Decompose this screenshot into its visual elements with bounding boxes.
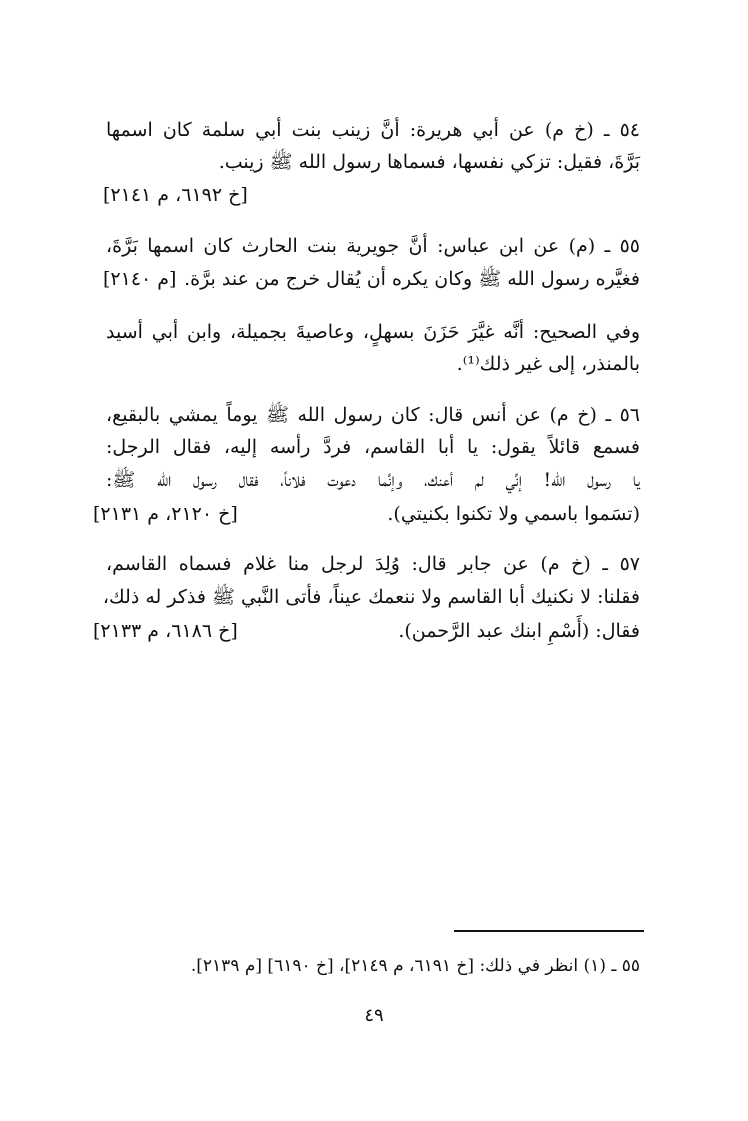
hadith-55-line-1: ٥٥ ـ (م) عن ابن عباس: أنَّ جويرية بنت الحارث كان اسمها بَرَّةَ، — [106, 235, 640, 257]
hadith-57-line-2: فقلنا: لا نكنيك أبا القاسم ولا ننعمك عيناً، فأتى النَّبي ﷺ فذكر له ذلك، — [102, 586, 640, 608]
hadith-57-line-1: ٥٧ ـ (خ م) عن جابر قال: وُلِدَ لرجل منا غلام فسماه القاسم، — [106, 553, 640, 575]
hadith-56-line-2: فسمع قائلاً يقول: يا أبا القاسم، فردَّ رأسه إليه، فقال الرجل: — [106, 436, 640, 458]
hadith-54-reference: [خ ٦١٩٢، م ٢١٤١] — [103, 184, 248, 206]
hadith-55-line-2: فغيَّره رسول الله ﷺ وكان يكره أن يُقال خرج من عند برَّة. — [184, 268, 640, 290]
footnote: ٥٥ ـ (١) انظر في ذلك: [خ ٦١٩١، م ٢١٤٩]، [خ ٦١٩٠] [م ٢١٣٩]. — [190, 956, 640, 976]
hadith-55-note-line-1: وفي الصحيح: أنَّه غيَّرَ حَزَنَ بسهلٍ، وعاصيةَ بجميلة، وابن أبي أسيد — [106, 321, 640, 343]
hadith-57-reference: [خ ٦١٨٦، م ٢١٣٣] — [93, 620, 238, 642]
hadith-56-line-1: ٥٦ ـ (خ م) عن أنس قال: كان رسول الله ﷺ يوماً يمشي بالبقيع، — [106, 404, 640, 426]
hadith-56-reference: [خ ٢١٢٠، م ٢١٣١] — [93, 503, 238, 525]
hadith-54-line-2: بَرَّةَ، فقيل: تزكي نفسها، فسماها رسول الله ﷺ زينب. — [218, 151, 640, 173]
hadith-56-line-4: (تسَموا باسمي ولا تكنوا بكنيتي). — [387, 503, 640, 525]
hadith-56-line-3: يا رسول الله! إنِّي لم أعنك، وإنَّما دعوت فلاناً، فقال رسول الله ﷺ: — [106, 469, 640, 491]
footnote-divider — [454, 930, 644, 932]
hadith-55-reference: [م ٢١٤٠] — [103, 268, 177, 290]
hadith-54-line-1: ٥٤ ـ (خ م) عن أبي هريرة: أنَّ زينب بنت أبي سلمة كان اسمها — [106, 119, 640, 141]
hadith-57-line-3: فقال: (أَسْمِ ابنك عبد الرَّحمن). — [398, 620, 640, 642]
hadith-55-note-line-2: بالمنذر، إلى غير ذلك⁽¹⁾. — [456, 353, 640, 375]
page-number: ٤٩ — [364, 1005, 384, 1026]
